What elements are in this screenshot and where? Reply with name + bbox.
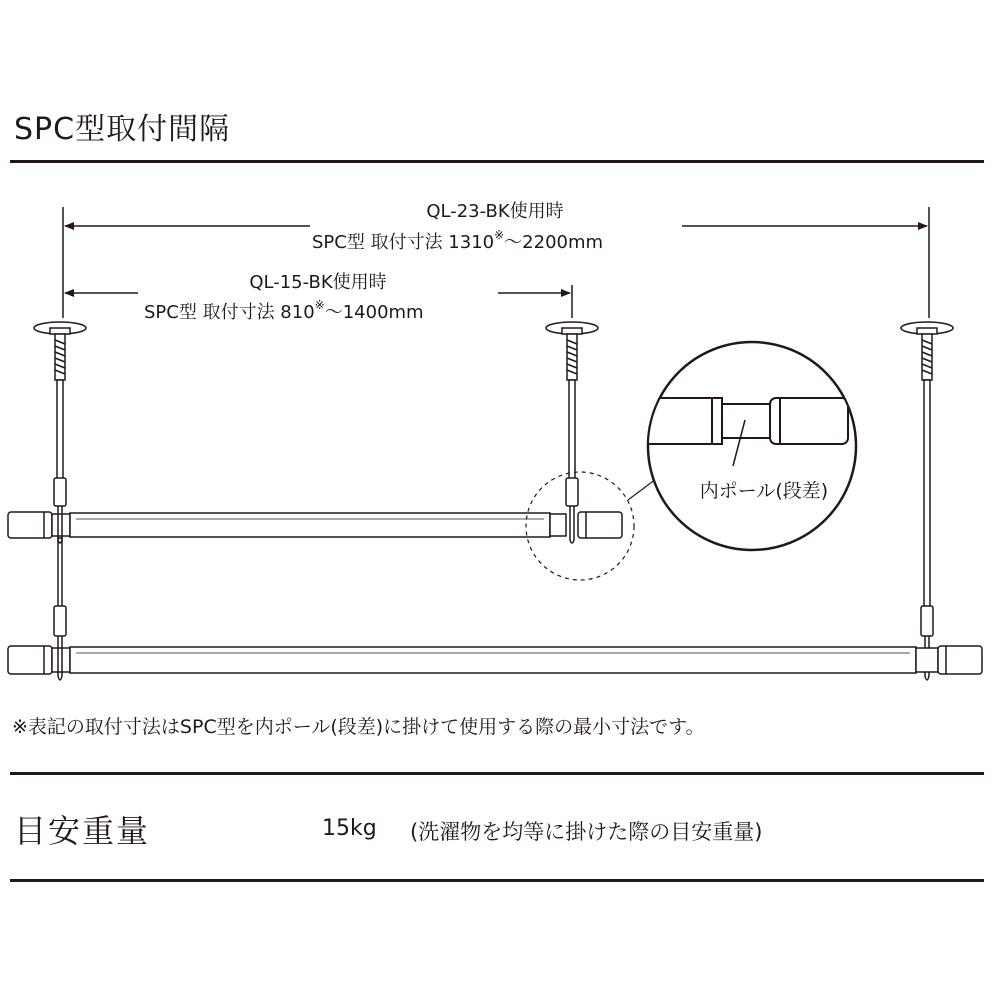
- bracket-right: [916, 648, 938, 672]
- detail-circle: [648, 342, 856, 550]
- right-hanger: [901, 322, 953, 636]
- dim-long-mark: ※: [494, 228, 505, 242]
- pole-rod: [569, 380, 575, 480]
- rod-joint-lower: [54, 606, 66, 636]
- section-title: SPC型取付間隔: [14, 112, 231, 147]
- dim-long-model: QL-23-BK使用時: [426, 201, 564, 222]
- dimension-long: [63, 201, 929, 318]
- detail-label: 内ポール(段差): [699, 480, 829, 502]
- pole-rod: [57, 380, 63, 480]
- detail-pole-right: [770, 398, 848, 444]
- detail-pole-left: [640, 398, 722, 444]
- note-divider: [10, 772, 984, 775]
- dim-short-model: QL-15-BK使用時: [249, 272, 387, 293]
- bottom-divider: [10, 879, 984, 882]
- weight-note: (洗濯物を均等に掛けた際の目安重量): [410, 820, 763, 844]
- dim-short-mark: ※: [314, 298, 325, 312]
- dim-short-label: [144, 298, 424, 323]
- short-pole: [8, 506, 622, 543]
- left-hanger: [34, 322, 86, 636]
- pole-step: [550, 514, 566, 536]
- footnote: ※表記の取付寸法はSPC型を内ポール(段差)に掛けて使用する際の最小寸法です。: [12, 716, 705, 738]
- pole-rod: [924, 380, 930, 608]
- pole-body: [70, 513, 550, 537]
- dimension-short: [65, 272, 572, 323]
- bracket-left: [52, 648, 70, 672]
- ceiling-plate-base: [50, 328, 70, 334]
- rod-joint: [54, 478, 66, 506]
- ceiling-plate-base: [917, 328, 937, 334]
- dim-long-suffix: ～2200mm: [504, 232, 604, 253]
- hook-right: [570, 506, 574, 543]
- dim-short-suffix: ～1400mm: [324, 302, 424, 323]
- end-cap-left: [8, 646, 52, 674]
- end-cap-right: [938, 646, 982, 674]
- bracket-left: [52, 514, 70, 536]
- detail-inner-pole: [722, 404, 770, 438]
- rod-joint: [566, 478, 578, 506]
- dim-short-prefix: SPC型 取付寸法 810: [144, 302, 315, 323]
- long-pole: [8, 636, 982, 680]
- dim-long-prefix: SPC型 取付寸法 1310: [312, 232, 495, 253]
- ceiling-plate-base: [562, 328, 582, 334]
- lower-rod: [58, 538, 62, 608]
- end-cap-left: [8, 512, 52, 538]
- weight-label: 目安重量: [14, 812, 151, 850]
- pole-body: [70, 647, 916, 673]
- end-cap-right: [578, 512, 622, 538]
- detail-magnified-view: [640, 342, 856, 550]
- dim-long-label: [312, 228, 603, 253]
- rod-joint: [921, 606, 933, 636]
- weight-value: 15kg: [322, 816, 377, 841]
